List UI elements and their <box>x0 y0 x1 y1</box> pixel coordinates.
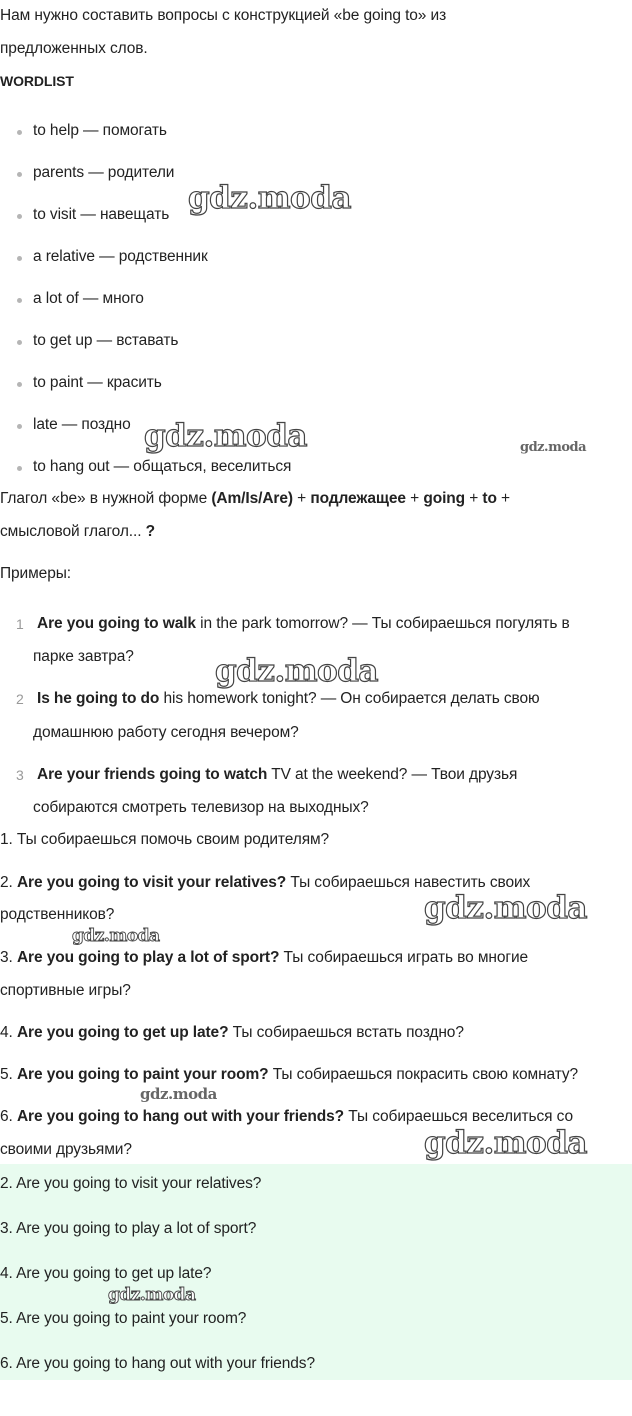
answer-russian: Ты собираешься покрасить свою комнату? <box>268 1066 579 1083</box>
bullet <box>17 130 22 135</box>
answer-english: Are you going to play a lot of sport? <box>16 949 280 966</box>
watermark: gdz.moda <box>424 1125 587 1161</box>
wordlist-item: late — поздно <box>33 416 131 433</box>
example-line-cont: парке завтра? <box>33 648 134 665</box>
rule-subject: подлежащее <box>310 490 406 507</box>
rule-forms: (Am/Is/Are) <box>211 490 293 507</box>
example-bold: Are you going to walk <box>37 615 196 632</box>
example-bold: Are your friends going to watch <box>37 766 268 783</box>
wordlist-item: to get up — вставать <box>33 332 179 349</box>
answer-2-cont: родственников? <box>0 906 115 923</box>
watermark: gdz.moda <box>188 180 351 216</box>
answer-number: 5. <box>0 1066 17 1083</box>
example-number: 2 <box>16 691 24 707</box>
answer-3-cont: спортивные игры? <box>0 982 131 999</box>
rule-going: going <box>423 490 466 507</box>
example-text: in the park tomorrow? — Ты собираешься погулять в <box>195 615 570 632</box>
wordlist-item: to help — помогать <box>33 122 167 139</box>
rule-plus: + <box>465 490 483 507</box>
answer-number: 6. <box>0 1108 17 1125</box>
watermark: gdz.moda <box>72 926 160 946</box>
watermark: gdz.moda <box>140 1085 217 1103</box>
answer-english: Are you going to visit your relatives? <box>16 874 287 891</box>
wordlist-item: to paint — красить <box>33 374 162 391</box>
answer-6-cont: своими друзьями? <box>0 1141 132 1158</box>
watermark: gdz.moda <box>520 440 587 455</box>
bullet <box>17 340 22 345</box>
answer-russian: Ты собираешься играть во многие <box>279 949 529 966</box>
answer-russian: Ты собираешься встать поздно? <box>228 1024 464 1041</box>
examples-label: Примеры: <box>0 565 71 582</box>
rule-line-2 <box>0 523 155 541</box>
example-line-cont: собираются смотреть телевизор на выходных? <box>33 799 369 816</box>
answer-russian: Ты собираешься веселиться со <box>344 1108 574 1125</box>
answer-number: 3. <box>0 949 17 966</box>
watermark: gdz.moda <box>144 418 307 454</box>
answer-4 <box>0 1024 464 1042</box>
example-text: TV at the weekend? — Твои друзья <box>267 766 518 783</box>
bullet <box>17 214 22 219</box>
rule-to: to <box>482 490 497 507</box>
answer-1: 1. Ты собираешься помочь своим родителям? <box>0 831 330 848</box>
rule-plus: + <box>405 490 424 507</box>
wordlist-item: to visit — навещать <box>33 206 170 223</box>
rule-line-1 <box>0 490 510 508</box>
answer-english: Are you going to get up late? <box>16 1024 229 1041</box>
example-line <box>37 615 570 633</box>
bullet <box>17 298 22 303</box>
watermark: gdz.moda <box>108 1285 196 1305</box>
answer-russian: Ты собираешься навестить своих <box>286 874 531 891</box>
rule-plus: + <box>496 490 510 507</box>
answer-box-line: 3. Are you going to play a lot of sport? <box>0 1220 257 1237</box>
rule-text: смысловой глагол... <box>0 523 142 540</box>
example-line-cont: домашнюю работу сегодня вечером? <box>33 724 299 741</box>
answer-3 <box>0 949 528 967</box>
answer-box-line: 6. Are you going to hang out with your friends? <box>0 1355 315 1372</box>
answer-box-line: 4. Are you going to get up late? <box>0 1265 212 1282</box>
watermark: gdz.moda <box>215 653 378 689</box>
answer-english: Are you going to paint your room? <box>16 1066 269 1083</box>
wordlist-item: a relative — родственник <box>33 248 208 265</box>
wordlist-item: parents — родители <box>33 164 175 181</box>
answer-6 <box>0 1108 573 1126</box>
example-number: 1 <box>16 616 24 632</box>
answer-2 <box>0 874 530 892</box>
wordlist-item: a lot of — много <box>33 290 144 307</box>
bullet <box>17 466 22 471</box>
example-text: his homework tonight? — Он собирается делать свою <box>159 690 540 707</box>
wordlist-heading: WORDLIST <box>0 73 74 89</box>
answer-english: Are you going to hang out with your friends? <box>16 1108 345 1125</box>
example-bold: Is he going to do <box>37 690 160 707</box>
bullet <box>17 256 22 261</box>
answer-box-line: 2. Are you going to visit your relatives? <box>0 1175 262 1192</box>
example-line <box>37 766 517 784</box>
rule-question-mark: ? <box>145 523 156 540</box>
example-line <box>37 690 540 708</box>
rule-text: Глагол «be» в нужной форме <box>0 490 212 507</box>
intro-line-1: Нам нужно составить вопросы с конструкцией «be going to» из <box>0 7 447 24</box>
answer-box-line: 5. Are you going to paint your room? <box>0 1310 247 1327</box>
bullet <box>17 382 22 387</box>
wordlist-item: to hang out — общаться, веселиться <box>33 458 292 475</box>
answer-box <box>0 1164 632 1380</box>
answer-number: 4. <box>0 1024 17 1041</box>
answer-5 <box>0 1066 578 1084</box>
bullet <box>17 172 22 177</box>
example-number: 3 <box>16 767 24 783</box>
intro-line-2: предложенных слов. <box>0 40 148 57</box>
answer-number: 2. <box>0 874 17 891</box>
watermark: gdz.moda <box>424 890 587 926</box>
rule-plus: + <box>292 490 311 507</box>
bullet <box>17 424 22 429</box>
